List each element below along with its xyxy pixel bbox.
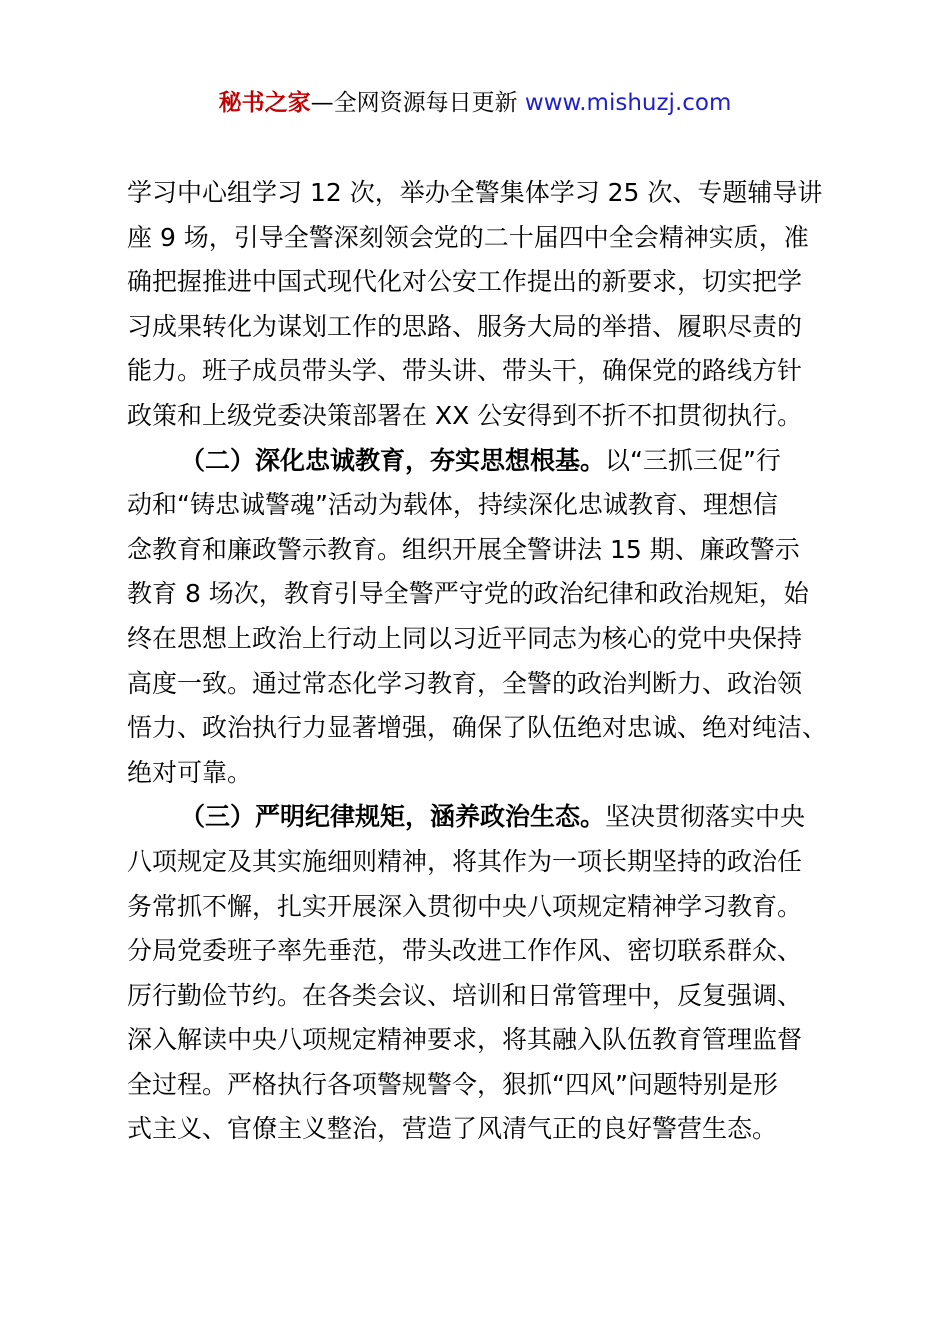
text-line: 务常抓不懈，扎实开展深入贯彻中央八项规定精神学习教育。 [127,891,803,921]
text-line: 教育 8 场次，教育引导全警严守党的政治纪律和政治规矩，始 [127,579,809,609]
text-line: 厉行勤俭节约。在各类会议、培训和日常管理中，反复强调、 [127,980,803,1010]
text-line: 动和“铸忠诚警魂”活动为载体，持续深化忠诚教育、理想信 [127,490,778,520]
paragraph-first-line [127,439,843,484]
text-line: 高度一致。通过常态化学习教育，全警的政治判断力、政治领 [127,668,803,698]
text-line: 深入解读中央八项规定精神要求，将其融入队伍教育管理监督 [127,1025,803,1055]
brand-name: 秘书之家 [218,90,311,116]
section-heading: （三）严明纪律规矩，涵养政治生态。 [180,802,606,832]
text-line: 绝对可靠。 [127,757,253,787]
text-line: 八项规定及其实施细则精神，将其作为一项长期坚持的政治任 [127,846,803,876]
text-line: 学习中心组学习 12 次，举办全警集体学习 25 次、专题辅导讲 [127,178,823,207]
text-line: 座 9 场，引导全警深刻领会党的二十届四中全会精神实质，准 [127,222,809,252]
text-line: 政策和上级党委决策部署在 XX 公安得到不折不扣贯彻执行。 [127,400,803,430]
text-line: 全过程。严格执行各项警规警令，狠抓“四风”问题特别是形 [127,1069,778,1099]
text-line: 终在思想上政治上行动上同以习近平同志为核心的党中央保持 [127,623,803,653]
page-header [0,86,950,120]
text-line: 分局党委班子率先垂范，带头改进工作作风、密切联系群众、 [127,936,803,966]
text-run: 以“三抓三促”行 [605,445,781,475]
header-slogan: —全网资源每日更新 [310,90,525,116]
paragraph-1 [127,171,843,439]
paragraph-first-line [127,795,843,840]
text-line: 悟力、政治执行力显著增强，确保了队伍绝对忠诚、绝对纯洁、 [127,713,828,743]
document-body [127,171,843,1152]
text-line: 式主义、官僚主义整治，营造了风清气正的良好警营生态。 [127,1114,778,1144]
section-heading: （二）深化忠诚教育，夯实思想根基。 [180,445,606,475]
paragraph-2 [127,439,843,796]
text-run: 坚决贯彻落实中央 [605,802,806,832]
text-line: 能力。班子成员带头学、带头讲、带头干，确保党的路线方针 [127,356,803,386]
paragraph-3 [127,795,843,1152]
text-line: 念教育和廉政警示教育。组织开展全警讲法 15 期、廉政警示 [127,534,800,564]
text-line: 习成果转化为谋划工作的思路、服务大局的举措、履职尽责的 [127,311,803,341]
text-line: 确把握推进中国式现代化对公安工作提出的新要求，切实把学 [127,267,803,297]
website-url[interactable]: www.mishuzj.com [524,90,732,116]
